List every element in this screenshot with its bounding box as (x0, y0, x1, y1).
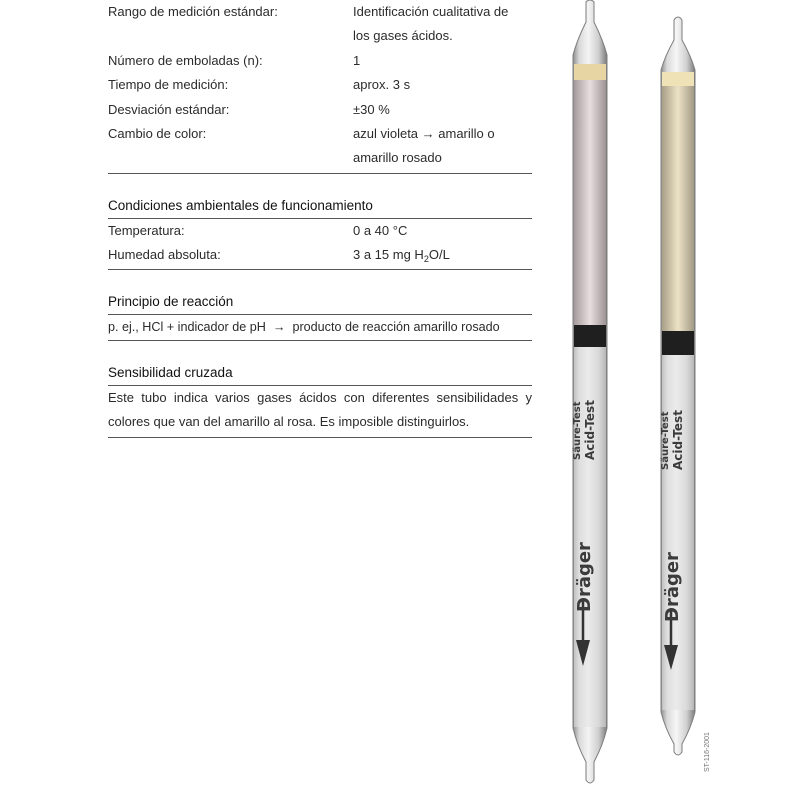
detector-tube-right (648, 0, 708, 800)
spec-row-deviation (108, 98, 532, 122)
humidity-value-suffix: O/L (428, 247, 450, 263)
reaction-text (108, 315, 532, 339)
spec-value: 1 (353, 52, 361, 68)
spec-label: Cambio de color: (108, 125, 207, 141)
tube-reagent-fill (574, 80, 606, 325)
tube-plug-top (662, 72, 694, 86)
spec-value: azul violeta → amarillo o (353, 125, 495, 141)
section-heading-ambient: Condiciones ambientales de funcionamiento (108, 197, 373, 213)
humidity-value-prefix: 3 a 15 mg H (353, 247, 424, 263)
tube-band (574, 325, 606, 347)
spec-label: Temperatura: (108, 222, 185, 238)
tube-reagent-fill (662, 86, 694, 331)
spec-value: aprox. 3 s (353, 77, 411, 93)
ambient-row-temperature (108, 219, 532, 243)
spec-row-range (108, 0, 532, 49)
ambient-row-humidity (108, 243, 532, 267)
tube-label-line2: Acid-Test (583, 400, 597, 460)
cross-sensitivity-text: Este tubo indica varios gases ácidos con diferentes sensibilidades y colores que van del amarillo al rosa. Es imposible distinguirlos. (108, 389, 532, 430)
reaction-equation: p. ej., HCl + indicador de pH → producto de reacción amarillo rosado (108, 319, 500, 334)
spec-label: Número de emboladas (n): (108, 52, 263, 68)
tube-label-test (660, 410, 684, 470)
spec-row-color-change (108, 122, 532, 171)
tube-label-test (572, 400, 596, 460)
section-heading-cross-sensitivity: Sensibilidad cruzada (108, 364, 233, 380)
section-divider (108, 437, 532, 438)
tube-label-line1: Säure-Test (572, 401, 583, 460)
humidity-subscript: 2 (423, 254, 429, 265)
section-heading-reaction: Principio de reacción (108, 293, 234, 309)
spec-row-strokes (108, 49, 532, 73)
spec-label: Humedad absoluta: (108, 247, 221, 263)
tube-plug-top (574, 64, 606, 80)
tube-label-line1: Säure-Test (660, 411, 671, 470)
spec-value: Identificación cualitativa de (353, 4, 509, 19)
spec-label: Tiempo de medición: (108, 77, 229, 93)
spec-value: amarillo rosado (353, 150, 442, 166)
spec-value: ±30 % (353, 101, 390, 117)
spec-label: Desviación estándar: (108, 101, 230, 117)
spec-document (108, 0, 532, 438)
tube-label-line2: Acid-Test (671, 410, 685, 470)
spec-value: los gases ácidos. (353, 28, 453, 44)
tube-brand-dräger: Dräger (662, 552, 683, 622)
spec-value: 0 a 40 °C (353, 222, 408, 238)
tube-band (662, 331, 694, 355)
spec-label: Rango de medición estándar: (108, 4, 278, 19)
spec-value (353, 243, 450, 268)
tube-brand-dräger: Dräger (574, 542, 595, 612)
spec-row-time (108, 73, 532, 97)
image-credit: ST-116-2001 (704, 732, 711, 772)
